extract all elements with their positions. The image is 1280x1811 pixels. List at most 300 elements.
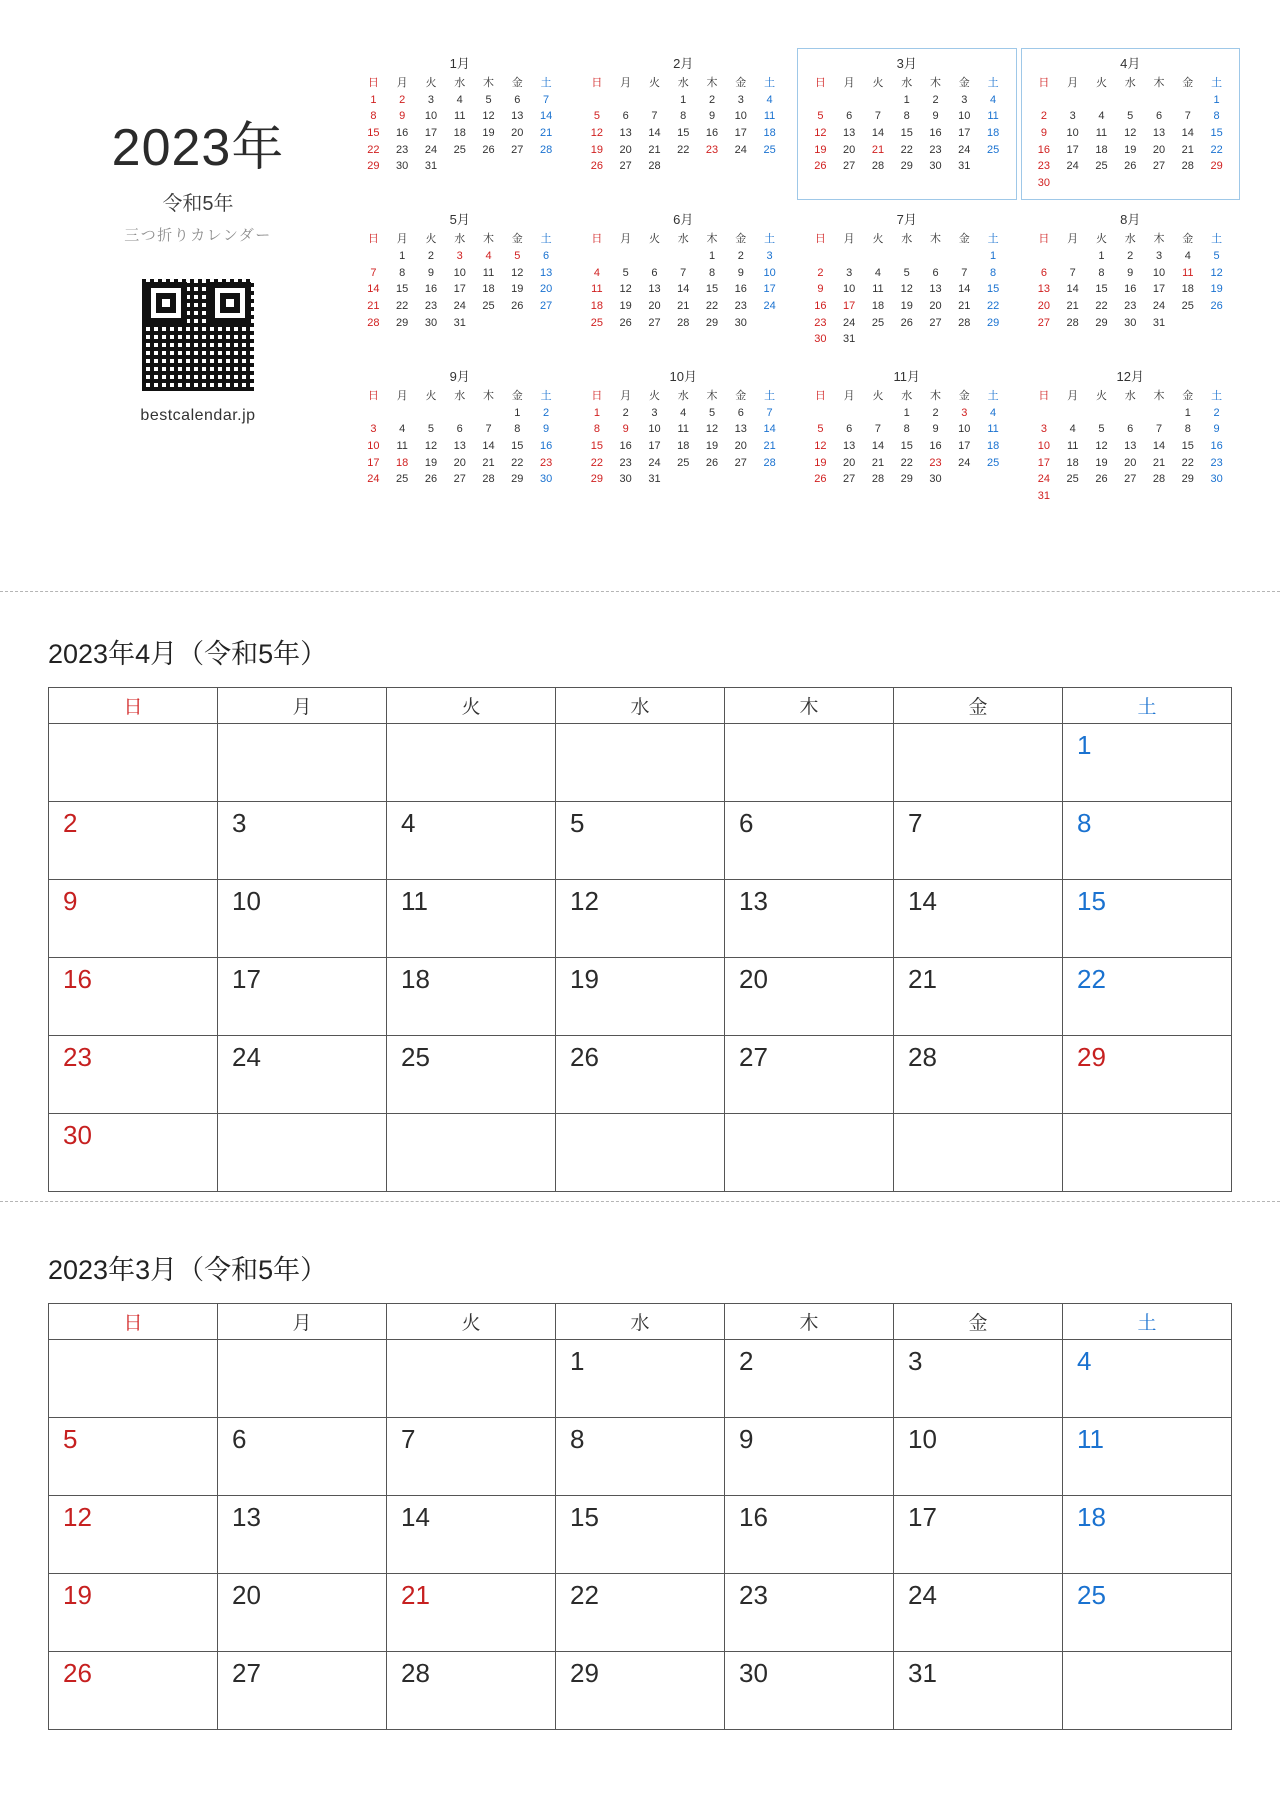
mini-day-cell: 29 (900, 473, 913, 486)
day-cell[interactable]: 13 (218, 1496, 387, 1574)
mini-week-row (583, 281, 785, 298)
day-cell[interactable]: 11 (387, 880, 556, 958)
mini-day-cell: 3 (737, 93, 744, 106)
mini-day-cell (640, 92, 669, 109)
day-cell[interactable]: 14 (387, 1496, 556, 1574)
mini-weekday-header: 土 (764, 77, 776, 89)
mini-day-cell: 19 (511, 283, 524, 296)
mini-day-cell: 13 (511, 110, 524, 123)
day-cell[interactable] (894, 1114, 1063, 1192)
mini-day-cell: 16 (396, 126, 409, 139)
mini-weekday-header: 木 (483, 233, 495, 246)
mini-weekday-header: 土 (1211, 389, 1223, 402)
mini-day-cell: 9 (932, 110, 939, 123)
mini-day-cell (1145, 175, 1174, 192)
day-cell[interactable] (556, 1114, 725, 1192)
mini-month-title: 5月 (449, 212, 470, 228)
day-cell[interactable] (387, 1114, 556, 1192)
mini-week-row (1030, 298, 1232, 315)
mini-weekday-header: 土 (987, 389, 999, 402)
mini-day-cell: 27 (648, 316, 661, 329)
mini-day-cell: 2 (427, 250, 435, 263)
mini-day-cell: 17 (958, 439, 971, 452)
mini-week-row (1030, 438, 1232, 455)
mini-day-cell: 6 (1155, 110, 1163, 123)
mini-week-row (1030, 315, 1232, 332)
mini-day-cell: 14 (648, 126, 661, 139)
mini-day-cell: 12 (590, 126, 604, 139)
mini-weekday-header: 月 (396, 389, 408, 402)
mini-day-cell: 8 (1213, 110, 1220, 123)
mini-day-cell (698, 158, 727, 175)
mini-day-cell: 29 (986, 316, 1000, 329)
mini-day-cell: 10 (648, 423, 661, 436)
mini-day-cell: 12 (482, 110, 495, 123)
day-cell[interactable]: 3 (894, 1340, 1063, 1418)
day-cell[interactable]: 1 (1063, 724, 1232, 802)
mini-day-cell (806, 92, 835, 109)
mini-month-title: 1月 (449, 56, 470, 71)
mini-day-cell: 27 (929, 316, 942, 329)
mini-weekday-header: 日 (1038, 233, 1050, 246)
mini-day-cell (359, 248, 388, 265)
mini-day-cell: 25 (986, 143, 1000, 156)
mini-day-cell: 29 (590, 473, 604, 486)
mini-day-cell: 28 (367, 316, 380, 329)
mini-weekday-header: 水 (677, 77, 689, 89)
day-cell[interactable]: 8 (556, 1418, 725, 1496)
mini-day-cell: 10 (763, 266, 776, 279)
mini-day-cell: 23 (814, 316, 827, 329)
day-cell[interactable]: 6 (725, 802, 894, 880)
mini-weekday-header: 土 (540, 77, 552, 89)
mini-day-cell: 4 (399, 423, 406, 436)
day-cell[interactable] (218, 1114, 387, 1192)
month-table (48, 1303, 1232, 1730)
mini-day-cell (835, 405, 864, 422)
mini-day-cell: 21 (763, 439, 776, 452)
day-cell[interactable]: 2 (49, 802, 218, 880)
mini-month-title: 4月 (1120, 56, 1141, 71)
day-cell[interactable] (387, 1340, 556, 1418)
day-cell[interactable]: 4 (387, 802, 556, 880)
mini-weekday-header: 日 (1038, 77, 1050, 89)
mini-day-cell: 12 (511, 266, 524, 279)
day-cell[interactable] (49, 1340, 218, 1418)
day-cell[interactable]: 3 (218, 802, 387, 880)
mini-day-cell: 23 (1124, 300, 1137, 313)
day-cell[interactable]: 22 (556, 1574, 725, 1652)
mini-day-cell (1087, 175, 1116, 192)
day-cell[interactable]: 19 (49, 1574, 218, 1652)
mini-day-cell: 25 (986, 456, 1000, 469)
mini-day-cell: 4 (1069, 423, 1076, 436)
mini-week-row (1030, 471, 1232, 488)
day-cell[interactable]: 20 (725, 958, 894, 1036)
mini-weekday-header: 水 (454, 77, 466, 89)
day-cell[interactable]: 27 (218, 1652, 387, 1730)
day-cell[interactable]: 14 (894, 880, 1063, 958)
mini-day-cell: 7 (651, 110, 658, 123)
mini-weekday-header: 水 (454, 233, 466, 246)
mini-day-cell: 15 (367, 126, 380, 139)
day-cell[interactable]: 1 (556, 1340, 725, 1418)
mini-day-cell (1116, 92, 1145, 109)
week-row (49, 880, 1232, 958)
mini-month-title: 6月 (673, 212, 694, 228)
mini-weekday-header: 日 (814, 77, 826, 89)
day-cell[interactable]: 18 (387, 958, 556, 1036)
mini-day-cell (503, 158, 532, 175)
mini-day-cell: 10 (1066, 126, 1079, 139)
day-cell[interactable]: 7 (387, 1418, 556, 1496)
mini-day-cell: 2 (932, 406, 939, 419)
mini-weekday-header: 金 (958, 233, 970, 246)
year-overview-panel (0, 0, 1280, 590)
day-cell[interactable]: 18 (1063, 1496, 1232, 1574)
mini-weekday-header: 火 (872, 77, 884, 89)
mini-day-cell: 4 (680, 406, 687, 419)
mini-weekday-header: 水 (1124, 77, 1136, 89)
mini-day-cell: 21 (482, 456, 495, 469)
mini-day-cell: 1 (593, 406, 600, 419)
day-cell[interactable]: 21 (894, 958, 1063, 1036)
mini-weekday-header: 金 (1182, 77, 1194, 89)
mini-day-cell: 20 (843, 456, 856, 469)
mini-day-cell: 3 (846, 266, 853, 279)
day-cell[interactable]: 12 (556, 880, 725, 958)
mini-day-cell: 15 (1095, 283, 1108, 296)
day-cell[interactable] (894, 724, 1063, 802)
mini-day-cell: 13 (648, 283, 661, 296)
mini-day-cell: 9 (1127, 266, 1134, 279)
mini-day-cell: 3 (1155, 250, 1163, 263)
mini-day-cell: 14 (958, 283, 971, 296)
mini-day-cell: 2 (817, 266, 824, 279)
mini-day-cell: 15 (705, 283, 719, 296)
mini-day-cell: 14 (482, 439, 495, 452)
mini-week-row (1030, 142, 1232, 159)
mini-day-cell: 23 (396, 143, 409, 156)
day-cell[interactable]: 16 (49, 958, 218, 1036)
mini-weekday-header: 水 (454, 389, 466, 402)
day-cell[interactable] (1063, 1652, 1232, 1730)
mini-day-cell (864, 248, 893, 265)
mini-day-cell: 14 (871, 439, 885, 452)
mini-day-cell: 1 (399, 250, 406, 263)
mini-day-cell: 15 (677, 126, 690, 139)
day-cell[interactable] (218, 724, 387, 802)
mini-weekday-header: 土 (540, 389, 552, 402)
mini-day-cell (835, 92, 864, 109)
mini-weekday-header: 月 (843, 77, 855, 89)
mini-week-row (1030, 281, 1232, 298)
mini-day-cell (1116, 405, 1145, 422)
mini-day-cell: 28 (648, 160, 661, 173)
mini-day-cell: 8 (680, 110, 687, 123)
mini-day-cell: 5 (1098, 423, 1105, 436)
mini-weekday-header: 火 (648, 77, 660, 89)
mini-week-row (359, 471, 561, 488)
mini-day-cell: 21 (648, 143, 661, 156)
day-cell[interactable]: 13 (725, 880, 894, 958)
mini-day-cell: 1 (370, 93, 377, 106)
mini-day-cell: 21 (871, 456, 885, 469)
mini-day-cell: 19 (900, 300, 913, 313)
mini-month-title: 2月 (673, 56, 694, 71)
mini-day-cell (445, 158, 474, 175)
mini-day-cell: 4 (456, 93, 463, 106)
mini-day-cell: 30 (1124, 316, 1137, 329)
mini-day-cell: 7 (543, 93, 550, 106)
mini-day-cell: 3 (456, 250, 463, 263)
mini-day-cell: 18 (677, 439, 690, 452)
day-cell[interactable]: 24 (894, 1574, 1063, 1652)
mini-day-cell: 24 (1152, 300, 1166, 313)
day-cell[interactable]: 29 (556, 1652, 725, 1730)
mini-day-cell: 15 (511, 439, 524, 452)
day-cell[interactable]: 20 (218, 1574, 387, 1652)
day-cell[interactable] (725, 1114, 894, 1192)
mini-day-cell (979, 331, 1008, 348)
day-cell[interactable]: 4 (1063, 1340, 1232, 1418)
big-calendar-march (0, 1303, 1280, 1730)
day-cell[interactable]: 15 (1063, 880, 1232, 958)
mini-day-cell (950, 471, 979, 488)
mini-day-cell: 11 (1182, 266, 1194, 279)
day-cell[interactable] (49, 724, 218, 802)
mini-day-cell (864, 405, 893, 422)
mini-day-cell (583, 248, 612, 265)
day-cell[interactable]: 30 (725, 1652, 894, 1730)
mini-day-cell: 25 (763, 143, 776, 156)
mini-week-row (359, 315, 561, 332)
mini-day-cell (1087, 488, 1116, 505)
qr-code-icon (142, 279, 254, 391)
day-cell[interactable]: 23 (49, 1036, 218, 1114)
day-cell[interactable]: 29 (1063, 1036, 1232, 1114)
mini-day-cell (1030, 248, 1059, 265)
mini-day-cell: 13 (1124, 439, 1137, 452)
mini-day-cell (640, 248, 669, 265)
mini-day-cell: 22 (1181, 456, 1194, 469)
mini-day-cell (979, 471, 1008, 488)
day-cell[interactable]: 23 (725, 1574, 894, 1652)
mini-day-cell: 26 (619, 316, 632, 329)
mini-day-cell (474, 158, 503, 175)
mini-weekday-header: 木 (483, 77, 495, 89)
mini-day-cell: 30 (424, 316, 438, 329)
mini-day-cell: 25 (453, 143, 466, 156)
day-cell[interactable]: 7 (894, 802, 1063, 880)
mini-day-cell: 15 (1181, 439, 1194, 452)
day-cell[interactable] (725, 724, 894, 802)
mini-week-row (1030, 405, 1232, 422)
day-cell[interactable]: 25 (1063, 1574, 1232, 1652)
day-cell[interactable]: 9 (49, 880, 218, 958)
mini-day-cell: 7 (370, 266, 377, 279)
mini-week-row (806, 142, 1008, 159)
mini-week-row (583, 248, 785, 265)
mini-day-cell: 11 (872, 283, 884, 296)
day-cell[interactable]: 12 (49, 1496, 218, 1574)
mini-day-cell: 2 (1127, 250, 1134, 263)
day-cell[interactable]: 5 (556, 802, 725, 880)
mini-weekday-header: 月 (1067, 77, 1079, 89)
mini-day-cell: 6 (622, 110, 629, 123)
mini-week-row (1030, 158, 1232, 175)
day-cell[interactable]: 5 (49, 1418, 218, 1496)
mini-day-cell: 17 (958, 126, 971, 139)
mini-month-grid (350, 48, 1240, 513)
mini-day-cell: 20 (929, 300, 942, 313)
mini-week-row (583, 265, 785, 282)
mini-day-cell: 20 (619, 143, 632, 156)
day-cell[interactable]: 16 (725, 1496, 894, 1574)
mini-week-row (1030, 265, 1232, 282)
mini-day-cell: 12 (1124, 126, 1137, 139)
mini-day-cell: 7 (1155, 423, 1163, 436)
mini-day-cell: 27 (453, 473, 466, 486)
day-cell[interactable] (218, 1340, 387, 1418)
mini-day-cell: 14 (539, 110, 553, 123)
mini-day-cell: 11 (591, 283, 603, 296)
mini-day-cell: 12 (1210, 266, 1223, 279)
mini-day-cell: 5 (622, 266, 629, 279)
mini-weekday-header: 土 (987, 77, 999, 89)
mini-day-cell: 2 (399, 93, 406, 106)
mini-day-cell: 24 (1066, 160, 1079, 173)
mini-day-cell: 25 (677, 456, 690, 469)
mini-week-row (806, 158, 1008, 175)
day-cell[interactable]: 17 (218, 958, 387, 1036)
day-cell[interactable]: 17 (894, 1496, 1063, 1574)
mini-day-cell: 28 (871, 473, 885, 486)
day-cell[interactable] (387, 724, 556, 802)
mini-week-row (359, 265, 561, 282)
mini-weekday-header: 金 (958, 389, 970, 402)
day-cell[interactable]: 24 (218, 1036, 387, 1114)
day-cell[interactable]: 28 (387, 1652, 556, 1730)
day-cell[interactable]: 22 (1063, 958, 1232, 1036)
mini-day-cell: 9 (1213, 423, 1220, 436)
mini-day-cell: 21 (958, 300, 971, 313)
mini-week-row (806, 125, 1008, 142)
day-cell[interactable]: 25 (387, 1036, 556, 1114)
mini-day-cell (1058, 175, 1087, 192)
mini-weekday-header: 火 (1095, 77, 1107, 89)
mini-day-cell: 21 (1152, 456, 1166, 469)
mini-day-cell (806, 248, 835, 265)
day-cell[interactable]: 21 (387, 1574, 556, 1652)
mini-day-cell: 17 (424, 126, 438, 139)
era-label: 令和5年 (162, 193, 234, 216)
day-cell[interactable]: 6 (218, 1418, 387, 1496)
day-cell[interactable]: 9 (725, 1418, 894, 1496)
mini-day-cell (1030, 405, 1059, 422)
mini-day-cell: 18 (453, 126, 466, 139)
mini-day-cell: 11 (677, 423, 689, 436)
mini-day-cell: 17 (367, 456, 380, 469)
day-cell[interactable]: 27 (725, 1036, 894, 1114)
mini-day-cell: 27 (843, 473, 856, 486)
mini-day-cell: 6 (456, 423, 463, 436)
mini-weekday-header: 水 (901, 233, 913, 246)
mini-day-cell: 30 (929, 473, 942, 486)
day-cell[interactable]: 10 (894, 1418, 1063, 1496)
day-cell[interactable] (556, 724, 725, 802)
mini-day-cell: 23 (929, 143, 942, 156)
mini-day-cell: 31 (843, 333, 856, 346)
day-cell[interactable]: 8 (1063, 802, 1232, 880)
mini-weekday-header: 月 (843, 389, 855, 402)
day-cell[interactable]: 26 (49, 1652, 218, 1730)
mini-weekday-header: 木 (706, 77, 718, 89)
mini-day-cell: 14 (677, 283, 690, 296)
mini-week-row (806, 455, 1008, 472)
mini-day-cell: 4 (485, 250, 492, 263)
week-row (49, 1036, 1232, 1114)
mini-day-cell: 8 (514, 423, 521, 436)
mini-day-cell: 28 (539, 143, 553, 156)
day-cell[interactable]: 2 (725, 1340, 894, 1418)
mini-day-cell: 22 (590, 456, 604, 469)
day-cell[interactable]: 11 (1063, 1418, 1232, 1496)
mini-day-cell: 1 (514, 406, 521, 419)
day-cell[interactable]: 19 (556, 958, 725, 1036)
day-cell[interactable] (1063, 1114, 1232, 1192)
day-cell[interactable]: 15 (556, 1496, 725, 1574)
mini-day-cell: 6 (651, 266, 658, 279)
mini-week-row (583, 405, 785, 422)
mini-day-cell (1145, 405, 1174, 422)
mini-day-cell: 27 (1037, 316, 1051, 329)
mini-day-cell: 8 (1098, 266, 1105, 279)
mini-day-cell: 19 (1095, 456, 1108, 469)
mini-day-cell: 5 (817, 423, 824, 436)
mini-day-cell (474, 315, 503, 332)
day-cell[interactable]: 28 (894, 1036, 1063, 1114)
mini-day-cell (669, 248, 698, 265)
mini-day-cell: 13 (843, 126, 856, 139)
month-title-april: 2023年4月（令和5年） (48, 639, 328, 669)
day-cell[interactable]: 26 (556, 1036, 725, 1114)
mini-weekday-header: 日 (367, 77, 379, 89)
mini-month (350, 361, 570, 513)
mini-day-cell: 8 (399, 266, 406, 279)
mini-day-cell: 5 (817, 110, 824, 123)
week-row (49, 958, 1232, 1036)
mini-week-row (359, 248, 561, 265)
mini-day-cell: 14 (367, 283, 380, 296)
mini-day-cell: 17 (648, 439, 661, 452)
day-cell[interactable]: 31 (894, 1652, 1063, 1730)
mini-day-cell: 3 (766, 250, 773, 263)
mini-day-cell: 19 (590, 143, 604, 156)
day-cell[interactable]: 30 (49, 1114, 218, 1192)
mini-day-cell: 20 (648, 300, 661, 313)
mini-day-cell: 31 (958, 160, 971, 173)
day-cell[interactable]: 10 (218, 880, 387, 958)
mini-weekday-header: 日 (591, 77, 603, 89)
mini-day-cell: 11 (396, 439, 408, 452)
mini-day-cell: 6 (514, 93, 521, 106)
week-row (49, 1652, 1232, 1730)
mini-day-cell: 30 (929, 160, 942, 173)
mini-month (797, 204, 1017, 356)
mini-weekday-header: 木 (1153, 233, 1165, 246)
qr-code-wrap (48, 279, 348, 391)
